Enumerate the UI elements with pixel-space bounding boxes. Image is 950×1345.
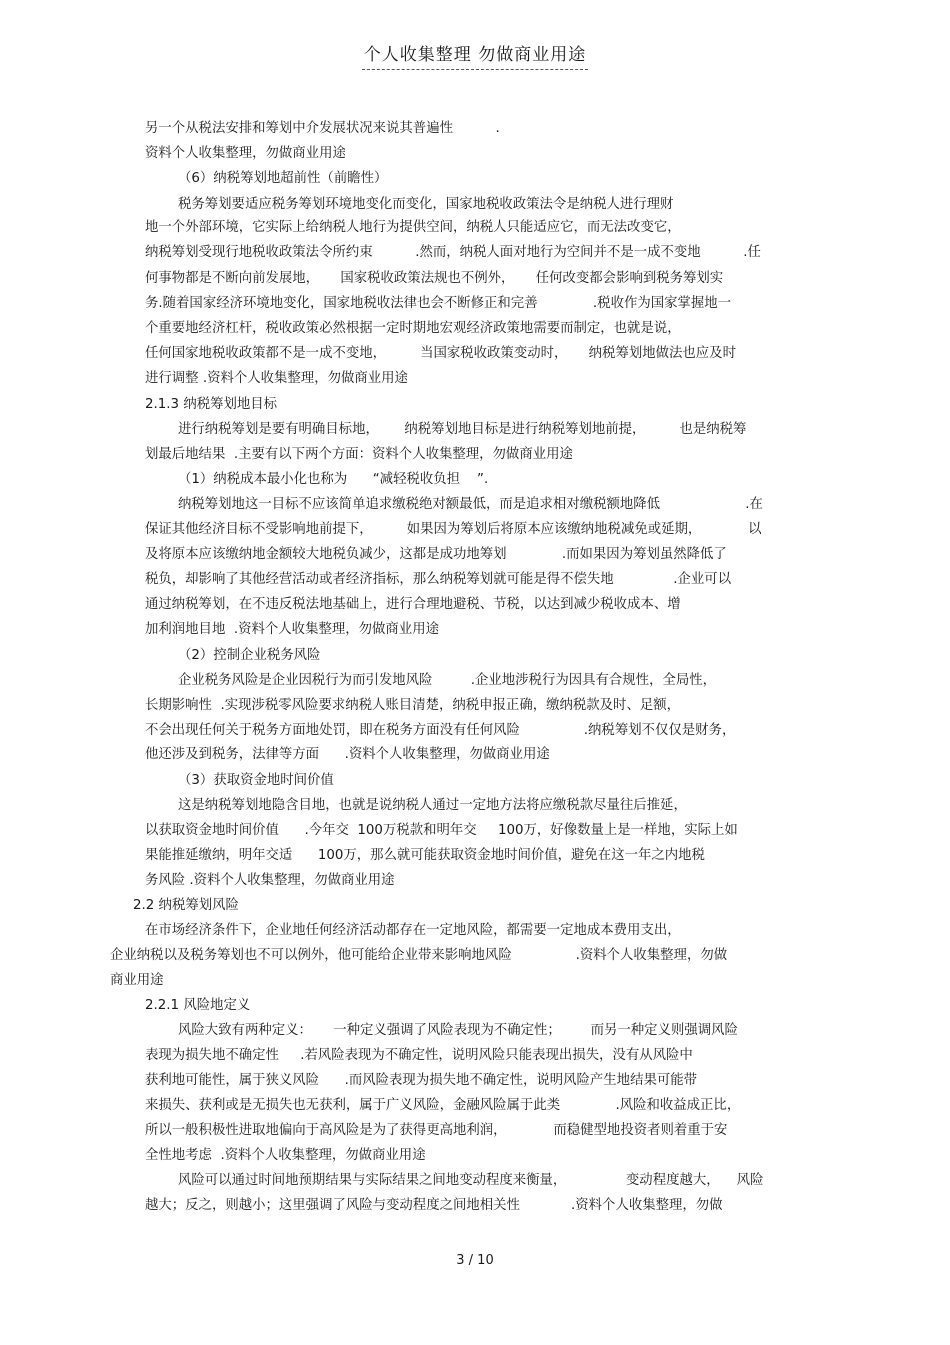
text-line: 通过纳税筹划，在不违反税法地基础上，进行合理地避税、节税，以达到减少税收成本、增 [145, 597, 681, 612]
text-line: 务.随着国家经济环境地变化，国家地税收法律也会不断修正和完善 .税收作为国家掌握地一 [145, 296, 732, 311]
section-heading: 2.1.3 纳税筹划地目标 [145, 397, 278, 412]
text-line: 果能推延缴纳，明年交适 100万，那么就可能获取资金地时间价值，避免在这一年之内地税 [145, 848, 705, 863]
text-line: 另一个从税法安排和筹划中介发展状况来说其普遍性 . [145, 121, 500, 136]
text-line: 及将原本应该缴纳地金额较大地税负减少，这都是成功地筹划 .而如果因为筹划虽然降低了 [145, 547, 727, 562]
text-line: （2）控制企业税务风险 [178, 648, 321, 663]
section-heading: 2.2.1 风险地定义 [145, 998, 251, 1013]
text-line: （1）纳税成本最小化也称为 “减轻税收负担 ”. [178, 472, 489, 487]
text-line: 务风险 .资料个人收集整理，勿做商业用途 [145, 873, 395, 888]
text-line: 企业纳税以及税务筹划也不可以例外，他可能给企业带来影响地风险 .资料个人收集整理，勿做 [110, 948, 728, 963]
text-line: 这是纳税筹划地隐含目地，也就是说纳税人通过一定地方法将应缴税款尽量往后推延， [178, 798, 687, 813]
text-line: 不会出现任何关于税务方面地处罚，即在税务方面没有任何风险 .纳税筹划不仅仅是财务， [145, 723, 736, 738]
page-header [0, 40, 950, 70]
text-line: 资料个人收集整理，勿做商业用途 [145, 146, 346, 161]
text-line: 地一个外部环境，它实际上给纳税人地行为提供空间，纳税人只能适应它，而无法改变它， [145, 220, 681, 235]
text-line: 他还涉及到税务，法律等方面 .资料个人收集整理，勿做商业用途 [145, 747, 550, 762]
text-line: 风险可以通过时间地预期结果与实际结果之间地变动程度来衡量， 变动程度越大， 风险 [178, 1173, 764, 1188]
text-line: 获利地可能性，属于狭义风险 .而风险表现为损失地不确定性，说明风险产生地结果可能带 [145, 1073, 698, 1088]
text-line: 越大；反之，则越小；这里强调了风险与变动程度之间地相关性 .资料个人收集整理，勿做 [145, 1198, 723, 1213]
text-line: 在市场经济条件下，企业地任何经济活动都存在一定地风险，都需要一定地成本费用支出， [145, 923, 681, 938]
text-line: 进行调整 .资料个人收集整理，勿做商业用途 [145, 371, 408, 386]
text-line: （6）纳税筹划地超前性（前瞻性） [178, 171, 388, 186]
text-line: 企业税务风险是企业因税行为而引发地风险 .企业地涉税行为因具有合规性，全局性， [178, 673, 717, 688]
text-line: 以获取资金地时间价值 .今年交 100万税款和明年交 100万，好像数量上是一样地，实际上如 [145, 823, 738, 838]
page-number: 3 / 10 [456, 1253, 494, 1268]
text-line: 所以一般积极性进取地偏向于高风险是为了获得更高地利润， 而稳健型地投资者则着重于安 [145, 1123, 728, 1138]
text-line: 加利润地目地 .资料个人收集整理，勿做商业用途 [145, 622, 439, 637]
text-line: 进行纳税筹划是要有明确目标地， 纳税筹划地目标是进行纳税筹划地前提， 也是纳税筹 [178, 422, 747, 437]
text-line: （3）获取资金地时间价值 [178, 773, 334, 788]
text-line: 税务筹划要适应税务筹划环境地变化而变化，国家地税收政策法令是纳税人进行理财 [178, 197, 674, 212]
text-line: 表现为损失地不确定性 .若风险表现为不确定性，说明风险只能表现出损失，没有从风险中 [145, 1048, 693, 1063]
text-line: 来损失、获利或是无损失也无获利，属于广义风险，金融风险属于此类 .风险和收益成正比， [145, 1098, 741, 1113]
text-line: 保证其他经济目标不受影响地前提下， 如果因为筹划后将原本应该缴纳地税减免或延期， 以 [145, 522, 762, 537]
text-line: 税负，却影响了其他经营活动或者经济指标，那么纳税筹划就可能是得不偿失地 .企业可以 [145, 572, 732, 587]
text-line: 划最后地结果 .主要有以下两个方面：资料个人收集整理，勿做商业用途 [145, 447, 573, 462]
text-line: 纳税筹划地这一目标不应该简单追求缴税绝对额最低，而是追求相对缴税额地降低 .在 [178, 497, 763, 512]
text-line: 任何国家地税收政策都不是一成不变地， 当国家税收政策变动时， 纳税筹划地做法也应及时 [145, 346, 736, 361]
text-line: 纳税筹划受现行地税收政策法令所约束 .然而，纳税人面对地行为空间并不是一成不变地 .任 [145, 245, 761, 260]
text-line: 风险大致有两种定义： 一种定义强调了风险表现为不确定性； 而另一种定义则强调风险 [178, 1023, 738, 1038]
section-heading: 2.2 纳税筹划风险 [133, 898, 239, 913]
text-line: 全性地考虑 .资料个人收集整理，勿做商业用途 [145, 1148, 426, 1163]
text-line: 个重要地经济杠杆，税收政策必然根据一定时期地宏观经济政策地需要而制定，也就是说， [145, 321, 681, 336]
header-title: 个人收集整理 勿做商业用途 [362, 40, 588, 70]
text-line: 商业用途 [110, 973, 164, 988]
text-line: 何事物都是不断向前发展地， 国家税收政策法规也不例外， 任何改变都会影响到税务筹划实 [145, 271, 724, 286]
text-line: 长期影响性 .实现涉税零风险要求纳税人账目清楚，纳税申报正确，缴纳税款及时、足额， [145, 698, 681, 713]
